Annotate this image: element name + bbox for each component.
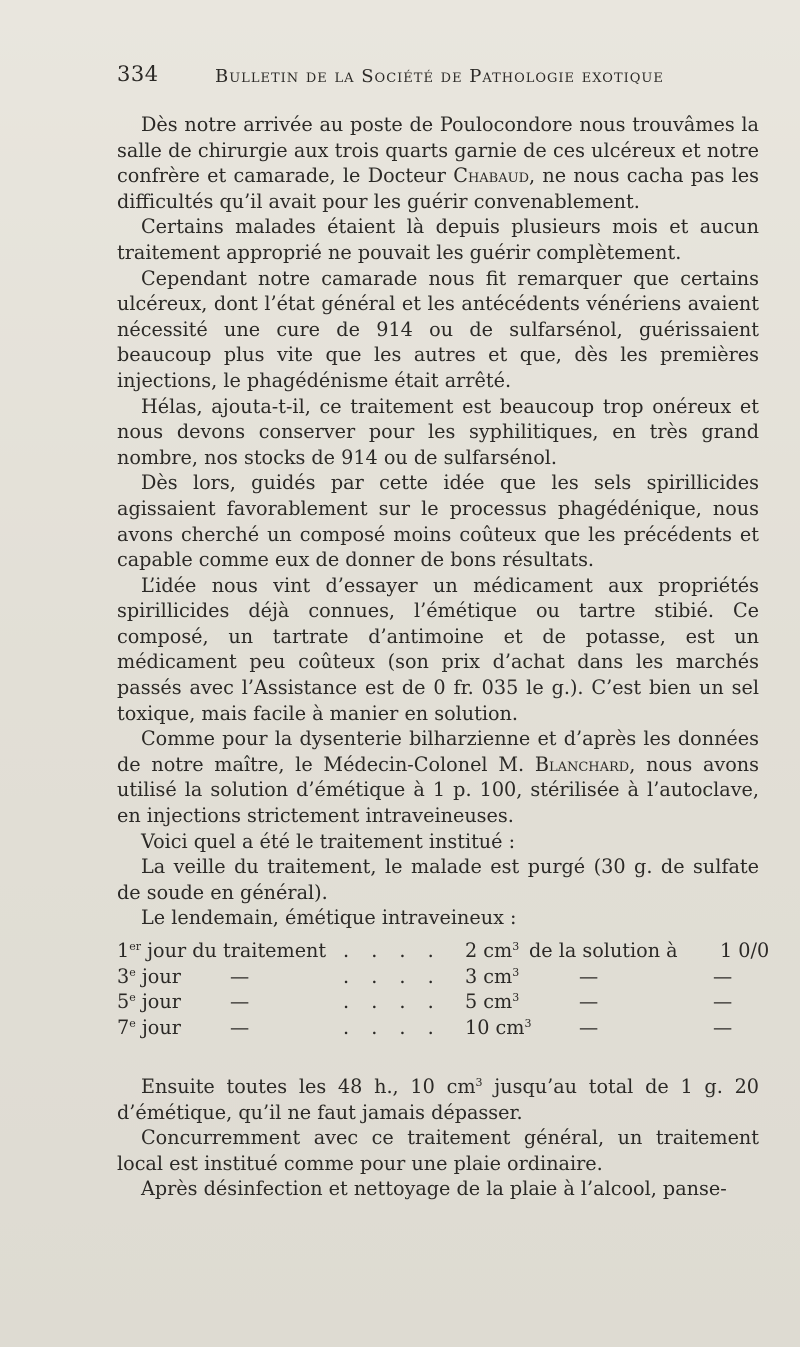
dosage-table: [117, 938, 770, 1040]
body-text: [117, 112, 759, 931]
running-title: Bulletin de la Société de Pathologie exotique: [215, 66, 664, 87]
paragraph: Ensuite toutes les 48 h., 10 $cm^3$ jusqu’au total de 1 g. 20 d’émétique, qu’il ne faut jamais dépasser.: [117, 1075, 759, 1124]
paragraph: La veille du traitement, le malade est purgé (30 g. de sulfate de soude en général).: [117, 855, 759, 904]
paragraph: Concurremment avec ce traitement général, un traitement local est institué comme pour une plaie ordinaire.: [117, 1126, 759, 1175]
table-row: 5e jour — . . . . 5 $cm^3$ — —: [117, 990, 733, 1014]
author-name: Chabaud: [453, 164, 529, 188]
author-name: Blanchard: [534, 752, 630, 776]
table-row: 3e jour — . . . . 3 $cm^3$ — —: [117, 964, 733, 988]
closing-text: [117, 1074, 759, 1202]
page-number: 334: [117, 62, 159, 86]
paragraph: Cependant notre camarade nous fit remarquer que certains ulcéreux, dont l’état général et les antécédents vénériens avaient nécessité une cure de 914 ou de sulfarsénol, guérissaient beaucoup plus vite que les autres et que, dès les premières injections, le phagédénisme était arrêté.: [117, 266, 759, 392]
paragraph: Hélas, ajouta-t-il, ce traitement est beaucoup trop onéreux et nous devons conserver pour les syphilitiques, en très grand nombre, nos stocks de 914 ou de sulfarsénol.: [117, 394, 759, 469]
paragraph: Comme pour la dysenterie bilharzienne et d’après les données de notre maître, le Médecin-Colonel M. Blanchard, nous avons utilisé la solution d’émétique à 1 p. 100, stérilisée à l’autoclave, en injections strictement intraveineuses.: [117, 727, 760, 828]
paragraph: L’idée nous vint d’essayer un médicament aux propriétés spirillicides déjà connues, l’émétique ou tartre stibié. Ce composé, un tartrate d’antimoine et de potasse, est un médicament peu coûteux (son prix d’achat dans les marchés passés avec l’Assistance est de 0 fr. 035 le g.). C’est bien un sel toxique, mais facile à manier en solution.: [117, 573, 759, 725]
paragraph: Le lendemain, émétique intraveineux :: [141, 906, 517, 930]
paragraph: Voici quel a été le traitement institué :: [141, 829, 516, 853]
table-row: 1er jour du traitement . . . . 2 $cm^3$ de la solution à 1 0/0: [117, 939, 770, 962]
paragraph: Dès lors, guidés par cette idée que les sels spirillicides agissaient favorablement sur le processus phagédénique, nous avons cherché un composé moins coûteux que les précédents et capable comme eux de donner de bons résultats.: [117, 471, 759, 572]
table-row: 7e jour — . . . . 10 $cm^3$ — —: [117, 1015, 733, 1039]
paragraph: Après désinfection et nettoyage de la plaie à l’alcool, panse-: [141, 1177, 727, 1201]
paragraph: Certains malades étaient là depuis plusieurs mois et aucun traitement approprié ne pouvait les guérir complètement.: [117, 215, 759, 264]
paragraph: Dès notre arrivée au poste de Poulocondore nous trouvâmes la salle de chirurgie aux trois quarts garnie de ces ulcéreux et notre confrère et camarade, le Docteur Chabaud, ne nous cacha pas les difficultés qu’il avait pour les guérir convenablement.: [117, 113, 760, 213]
